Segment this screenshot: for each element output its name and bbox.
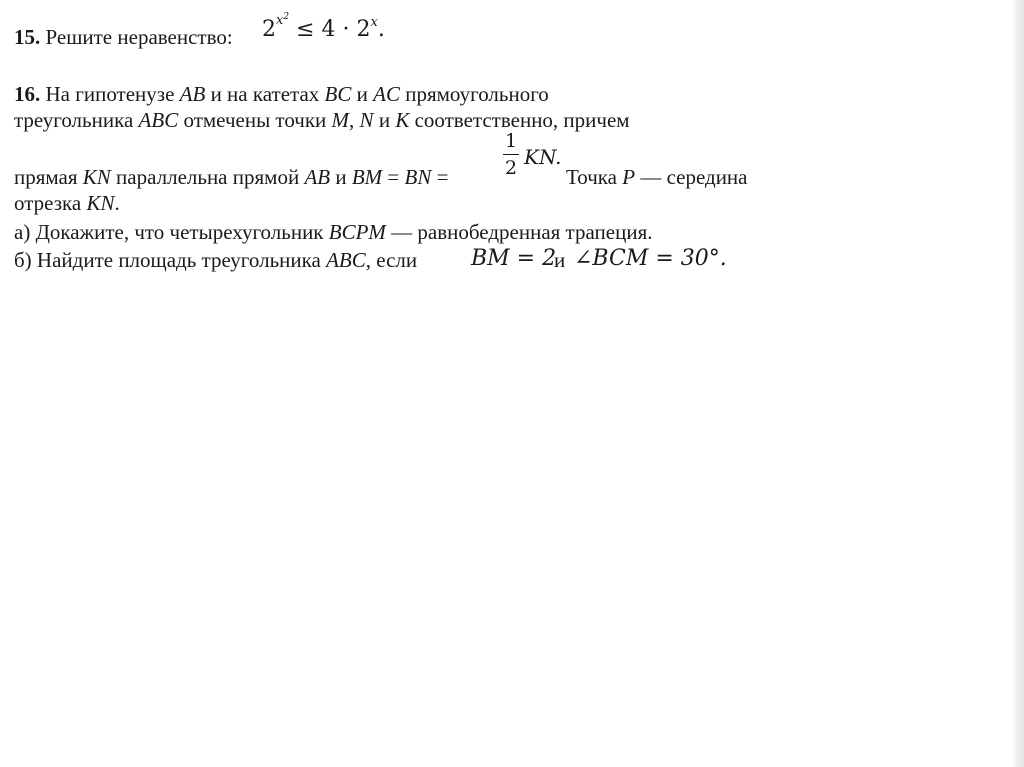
text-segment: ABC (326, 248, 366, 272)
text-segment: AB (304, 165, 331, 189)
exponent-var: x (276, 13, 284, 28)
fraction-denominator: 2 (504, 157, 518, 179)
exponent-square: 2 (283, 12, 290, 22)
condition-angle (574, 246, 727, 271)
text-segment: соответственно, причем (409, 108, 630, 132)
text-segment: . (114, 191, 120, 215)
slide-edge-shadow (1012, 0, 1024, 767)
inequality-exponent (276, 13, 289, 28)
text-segment: KN (82, 165, 111, 189)
text-segment: параллельна прямой (110, 165, 305, 189)
inequality-base: 2 (262, 17, 276, 42)
text-segment: N (359, 108, 374, 132)
problem-15-number: 15. (14, 25, 41, 49)
condition-angle-text: ∠BCM = 30°. (574, 246, 727, 271)
problem-16-part-b (14, 250, 417, 271)
text-segment: BCPM (328, 220, 386, 244)
text-segment: AB (179, 82, 206, 106)
problem-15-inequality (262, 12, 385, 42)
fraction-kn: KN. (524, 145, 562, 169)
text-segment: ABC (138, 108, 179, 132)
text-segment: и (351, 82, 374, 106)
inequality-rhs: ≤ 4 · 2 (289, 17, 371, 42)
text-segment: а) Докажите, что четырехугольник (14, 220, 329, 244)
text-segment: BM (351, 165, 383, 189)
text-segment: BN (404, 165, 432, 189)
text-segment: треугольника (14, 108, 139, 132)
problem-16-line-4 (14, 193, 120, 214)
problem-15-text (14, 27, 233, 48)
fraction-one-half (503, 130, 519, 179)
text-segment: , (349, 108, 360, 132)
text-segment: K (395, 108, 410, 132)
text-segment: KN (86, 191, 115, 215)
text-segment: б) Найдите площадь треугольника (14, 248, 327, 272)
problem-16-line-3b (566, 167, 748, 188)
rhs-exponent: x (370, 15, 378, 30)
text-segment: — равнобедренная трапеция. (385, 220, 653, 244)
text-segment: Точка (566, 165, 623, 189)
text-segment: — середина (635, 165, 748, 189)
text-segment: прямоугольного (399, 82, 549, 106)
text-segment: и (330, 165, 352, 189)
text-segment: отрезка (14, 191, 87, 215)
text-segment: и на катетах (205, 82, 325, 106)
text-segment: = (382, 165, 405, 189)
text-segment: , если (365, 248, 418, 272)
text-segment: отмечены точки (178, 108, 332, 132)
condition-and: и (554, 248, 566, 272)
problem-16-number: 16. (14, 82, 41, 106)
text-segment: P (622, 165, 636, 189)
text-segment: M (331, 108, 350, 132)
text-segment: и (373, 108, 396, 132)
condition-bm: BM = 2 (471, 246, 557, 271)
problem-16-line-2 (14, 110, 630, 131)
fraction-bar (503, 154, 519, 155)
inequality-end: . (377, 17, 385, 42)
text-segment: AC (373, 82, 400, 106)
problem-16-line-1 (14, 84, 549, 105)
line-1-body (40, 82, 549, 106)
problem-16-line-3 (14, 167, 448, 188)
text-segment: = (431, 165, 449, 189)
text-segment: На гипотенузе (40, 82, 180, 106)
text-segment: BC (324, 82, 352, 106)
fraction-numerator: 1 (504, 130, 518, 152)
problem-15-statement: Решите неравенство: (45, 25, 233, 49)
problem-16-part-a (14, 222, 652, 243)
text-segment: прямая (14, 165, 83, 189)
